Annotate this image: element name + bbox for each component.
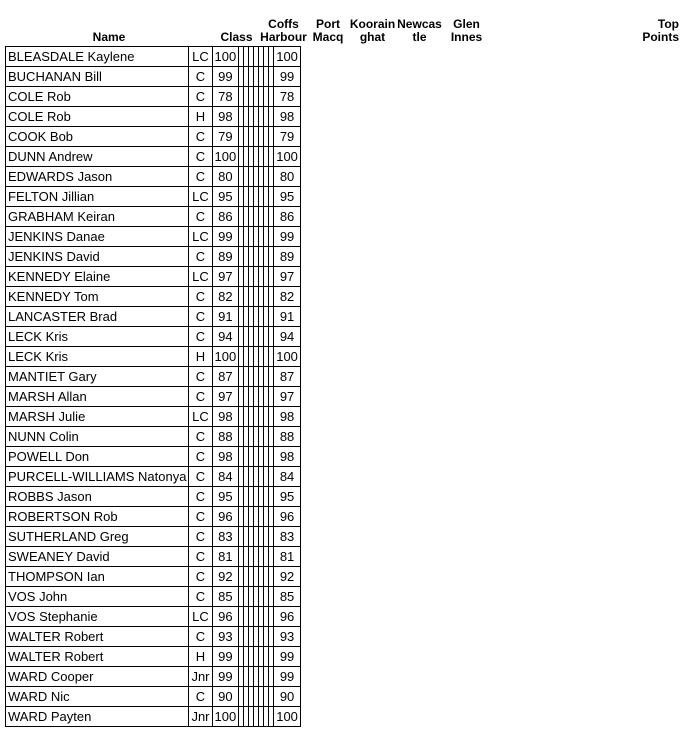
table-row — [6, 587, 301, 607]
row-coffs-harbour-cell: 79 — [212, 127, 239, 147]
row-coffs-harbour-cell: 81 — [212, 547, 239, 567]
row-name-cell: KENNEDY Tom — [6, 287, 189, 307]
row-coffs-harbour-cell: 97 — [212, 387, 239, 407]
row-coffs-harbour-cell: 98 — [212, 107, 239, 127]
row-class-cell: C — [189, 587, 212, 607]
header-top-points: Top Points — [642, 17, 679, 44]
row-class-cell: C — [189, 567, 212, 587]
row-coffs-harbour-cell: 100 — [212, 707, 239, 727]
row-coffs-harbour-cell: 99 — [212, 227, 239, 247]
table-row — [6, 467, 301, 487]
row-coffs-harbour-cell: 100 — [212, 147, 239, 167]
row-top-points-cell: 84 — [274, 467, 301, 487]
table-row — [6, 147, 301, 167]
row-coffs-harbour-cell: 88 — [212, 427, 239, 447]
row-class-cell: LC — [189, 47, 212, 67]
row-coffs-harbour-cell: 97 — [212, 267, 239, 287]
header-port-macq: Port Macq — [312, 17, 344, 44]
row-class-cell: LC — [189, 407, 212, 427]
row-top-points-cell: 91 — [274, 307, 301, 327]
row-top-points-cell: 80 — [274, 167, 301, 187]
table-row — [6, 287, 301, 307]
table-row — [6, 47, 301, 67]
row-name-cell: LECK Kris — [6, 347, 189, 367]
row-top-points-cell: 89 — [274, 247, 301, 267]
table-row — [6, 127, 301, 147]
row-top-points-cell: 96 — [274, 507, 301, 527]
table-row — [6, 627, 301, 647]
table-row — [6, 687, 301, 707]
header-koorainghat: Koorain ghat — [349, 17, 396, 44]
row-name-cell: COOK Bob — [6, 127, 189, 147]
row-class-cell: Jnr — [189, 667, 212, 687]
row-top-points-cell: 95 — [274, 487, 301, 507]
row-name-cell: DUNN Andrew — [6, 147, 189, 167]
table-row — [6, 267, 301, 287]
table-row — [6, 367, 301, 387]
row-name-cell: WARD Nic — [6, 687, 189, 707]
row-class-cell: C — [189, 287, 212, 307]
row-class-cell: C — [189, 547, 212, 567]
row-class-cell: C — [189, 307, 212, 327]
row-coffs-harbour-cell: 99 — [212, 667, 239, 687]
row-name-cell: BUCHANAN Bill — [6, 67, 189, 87]
row-class-cell: C — [189, 627, 212, 647]
row-coffs-harbour-cell: 90 — [212, 687, 239, 707]
row-class-cell: C — [189, 167, 212, 187]
row-coffs-harbour-cell: 96 — [212, 607, 239, 627]
table-row — [6, 247, 301, 267]
row-name-cell: PURCELL-WILLIAMS Natonya — [6, 467, 189, 487]
row-class-cell: C — [189, 387, 212, 407]
row-class-cell: LC — [189, 267, 212, 287]
row-class-cell: C — [189, 147, 212, 167]
table-row — [6, 707, 301, 727]
row-name-cell: LANCASTER Brad — [6, 307, 189, 327]
table-row — [6, 567, 301, 587]
row-coffs-harbour-cell: 99 — [212, 647, 239, 667]
row-name-cell: SWEANEY David — [6, 547, 189, 567]
row-name-cell: WALTER Robert — [6, 647, 189, 667]
row-name-cell: GRABHAM Keiran — [6, 207, 189, 227]
row-top-points-cell: 100 — [274, 47, 301, 67]
row-top-points-cell: 94 — [274, 327, 301, 347]
table-row — [6, 607, 301, 627]
row-name-cell: MANTIET Gary — [6, 367, 189, 387]
row-top-points-cell: 99 — [274, 67, 301, 87]
row-class-cell: LC — [189, 187, 212, 207]
row-coffs-harbour-cell: 94 — [212, 327, 239, 347]
row-top-points-cell: 98 — [274, 107, 301, 127]
row-name-cell: KENNEDY Elaine — [6, 267, 189, 287]
row-top-points-cell: 87 — [274, 367, 301, 387]
row-class-cell: H — [189, 647, 212, 667]
row-top-points-cell: 79 — [274, 127, 301, 147]
row-top-points-cell: 83 — [274, 527, 301, 547]
row-top-points-cell: 90 — [274, 687, 301, 707]
row-name-cell: VOS Stephanie — [6, 607, 189, 627]
table-row — [6, 667, 301, 687]
table-row — [6, 647, 301, 667]
table-row — [6, 107, 301, 127]
header-class: Class — [220, 30, 253, 44]
table-row — [6, 67, 301, 87]
row-name-cell: EDWARDS Jason — [6, 167, 189, 187]
row-class-cell: C — [189, 87, 212, 107]
table-row — [6, 507, 301, 527]
row-coffs-harbour-cell: 93 — [212, 627, 239, 647]
row-class-cell: LC — [189, 607, 212, 627]
row-class-cell: C — [189, 207, 212, 227]
row-name-cell: COLE Rob — [6, 87, 189, 107]
row-class-cell: C — [189, 467, 212, 487]
row-name-cell: LECK Kris — [6, 327, 189, 347]
table-row — [6, 347, 301, 367]
row-top-points-cell: 99 — [274, 647, 301, 667]
table-row — [6, 327, 301, 347]
row-top-points-cell: 100 — [274, 147, 301, 167]
row-top-points-cell: 97 — [274, 387, 301, 407]
row-coffs-harbour-cell: 96 — [212, 507, 239, 527]
row-class-cell: C — [189, 247, 212, 267]
header-coffs-harbour: Coffs Harbour — [260, 17, 307, 44]
row-name-cell: JENKINS Danae — [6, 227, 189, 247]
row-name-cell: JENKINS David — [6, 247, 189, 267]
row-name-cell: ROBERTSON Rob — [6, 507, 189, 527]
row-coffs-harbour-cell: 78 — [212, 87, 239, 107]
row-class-cell: C — [189, 527, 212, 547]
row-class-cell: LC — [189, 227, 212, 247]
row-top-points-cell: 93 — [274, 627, 301, 647]
row-class-cell: C — [189, 487, 212, 507]
row-top-points-cell: 92 — [274, 567, 301, 587]
row-top-points-cell: 98 — [274, 407, 301, 427]
table-row — [6, 387, 301, 407]
row-class-cell: Jnr — [189, 707, 212, 727]
row-name-cell: NUNN Colin — [6, 427, 189, 447]
table-row — [6, 427, 301, 447]
row-class-cell: C — [189, 427, 212, 447]
row-top-points-cell: 95 — [274, 187, 301, 207]
row-coffs-harbour-cell: 84 — [212, 467, 239, 487]
table-row — [6, 307, 301, 327]
row-name-cell: THOMPSON Ian — [6, 567, 189, 587]
row-coffs-harbour-cell: 95 — [212, 487, 239, 507]
header-newcastle: Newcas tle — [397, 17, 442, 44]
row-top-points-cell: 78 — [274, 87, 301, 107]
row-coffs-harbour-cell: 87 — [212, 367, 239, 387]
row-name-cell: POWELL Don — [6, 447, 189, 467]
row-name-cell: ROBBS Jason — [6, 487, 189, 507]
row-top-points-cell: 100 — [274, 707, 301, 727]
row-name-cell: COLE Rob — [6, 107, 189, 127]
row-class-cell: C — [189, 127, 212, 147]
row-name-cell: BLEASDALE Kaylene — [6, 47, 189, 67]
row-top-points-cell: 98 — [274, 447, 301, 467]
row-top-points-cell: 88 — [274, 427, 301, 447]
row-top-points-cell: 81 — [274, 547, 301, 567]
header-name: Name — [92, 30, 126, 44]
row-class-cell: C — [189, 67, 212, 87]
row-name-cell: MARSH Julie — [6, 407, 189, 427]
row-coffs-harbour-cell: 89 — [212, 247, 239, 267]
row-coffs-harbour-cell: 91 — [212, 307, 239, 327]
row-class-cell: H — [189, 107, 212, 127]
row-top-points-cell: 86 — [274, 207, 301, 227]
row-coffs-harbour-cell: 100 — [212, 347, 239, 367]
table-row — [6, 447, 301, 467]
row-name-cell: WARD Payten — [6, 707, 189, 727]
table-row — [6, 87, 301, 107]
row-name-cell: SUTHERLAND Greg — [6, 527, 189, 547]
row-coffs-harbour-cell: 95 — [212, 187, 239, 207]
row-name-cell: WARD Cooper — [6, 667, 189, 687]
row-top-points-cell: 100 — [274, 347, 301, 367]
table-row — [6, 207, 301, 227]
row-top-points-cell: 82 — [274, 287, 301, 307]
table-row — [6, 407, 301, 427]
row-coffs-harbour-cell: 98 — [212, 447, 239, 467]
row-coffs-harbour-cell: 82 — [212, 287, 239, 307]
row-name-cell: WALTER Robert — [6, 627, 189, 647]
row-coffs-harbour-cell: 92 — [212, 567, 239, 587]
table-row — [6, 227, 301, 247]
row-coffs-harbour-cell: 99 — [212, 67, 239, 87]
results-table — [5, 46, 301, 727]
row-class-cell: C — [189, 687, 212, 707]
row-coffs-harbour-cell: 100 — [212, 47, 239, 67]
row-name-cell: FELTON Jillian — [6, 187, 189, 207]
table-row — [6, 187, 301, 207]
table-row — [6, 527, 301, 547]
row-coffs-harbour-cell: 98 — [212, 407, 239, 427]
row-class-cell: C — [189, 367, 212, 387]
row-coffs-harbour-cell: 83 — [212, 527, 239, 547]
row-coffs-harbour-cell: 85 — [212, 587, 239, 607]
row-coffs-harbour-cell: 86 — [212, 207, 239, 227]
row-top-points-cell: 99 — [274, 667, 301, 687]
table-row — [6, 167, 301, 187]
header-glen-innes: Glen Innes — [450, 17, 483, 44]
row-top-points-cell: 99 — [274, 227, 301, 247]
row-name-cell: MARSH Allan — [6, 387, 189, 407]
row-class-cell: C — [189, 447, 212, 467]
row-top-points-cell: 85 — [274, 587, 301, 607]
row-class-cell: H — [189, 347, 212, 367]
row-top-points-cell: 96 — [274, 607, 301, 627]
row-coffs-harbour-cell: 80 — [212, 167, 239, 187]
row-class-cell: C — [189, 327, 212, 347]
table-row — [6, 547, 301, 567]
row-top-points-cell: 97 — [274, 267, 301, 287]
row-name-cell: VOS John — [6, 587, 189, 607]
table-row — [6, 487, 301, 507]
row-class-cell: C — [189, 507, 212, 527]
